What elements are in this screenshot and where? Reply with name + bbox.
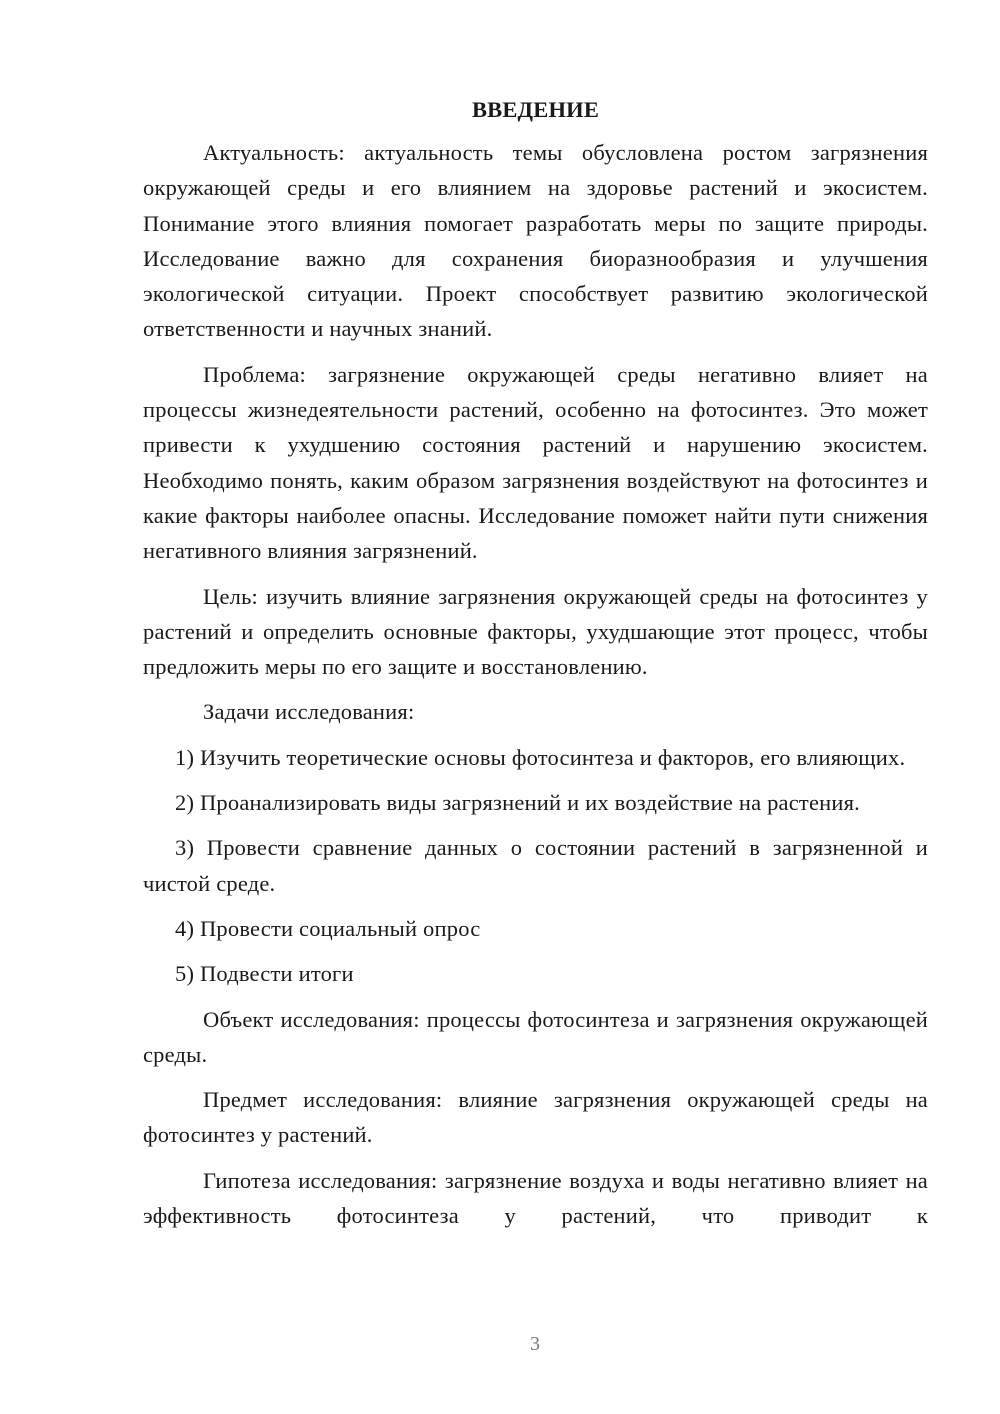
- task-item-2: 2) Проанализировать виды загрязнений и их воздействие на растения.: [175, 790, 861, 816]
- object-paragraph: Объект исследования: процессы фотосинтеза и загрязнения окружающей среды.: [143, 1006, 928, 1067]
- hypothesis-paragraph: Гипотеза исследования: загрязнение воздуха и воды негативно влияет на эффективность фотосинтеза у растений, что приводит к: [143, 1167, 928, 1229]
- section-heading: ВВЕДЕНИЕ: [471, 97, 600, 122]
- relevance-paragraph: Актуальность: актуальность темы обусловлена ростом загрязнения окружающей среды и его влиянием на здоровье растений и экосистем. Понимание этого влияния помогает разработать меры по защите природы. Исследование важно для сохранения биоразнообразия и улучшения экологической ситуации. Проект способствует развитию экологической ответственности и научных знаний.: [143, 140, 928, 342]
- problem-paragraph: Проблема: загрязнение окружающей среды негативно влияет на процессы жизнедеятельности растений, особенно на фотосинтез. Это может привести к ухудшению состояния растений и нарушению экосистем. Необходимо понять, каким образом загрязнения воздействуют на фотосинтез и какие факторы наиболее опасны. Исследование поможет найти пути снижения негативного влияния загрязнений.: [143, 361, 928, 564]
- goal-paragraph: Цель: изучить влияние загрязнения окружающей среды на фотосинтез у растений и определить основные факторы, ухудшающие этот процесс, чтобы предложить меры по его защите и восстановлению.: [143, 583, 928, 680]
- page-number: 3: [530, 1333, 540, 1355]
- task-item-3: 3) Провести сравнение данных о состоянии растений в загрязненной и чистой среде.: [143, 835, 928, 896]
- subject-paragraph: Предмет исследования: влияние загрязнения окружающей среды на фотосинтез у растений.: [143, 1087, 928, 1148]
- task-item-1: 1) Изучить теоретические основы фотосинтеза и факторов, его влияющих.: [175, 744, 906, 770]
- task-item-5: 5) Подвести итоги: [175, 961, 354, 987]
- tasks-heading: Задачи исследования:: [203, 699, 415, 725]
- task-item-4: 4) Провести социальный опрос: [175, 915, 481, 941]
- page-content: [143, 92, 928, 1243]
